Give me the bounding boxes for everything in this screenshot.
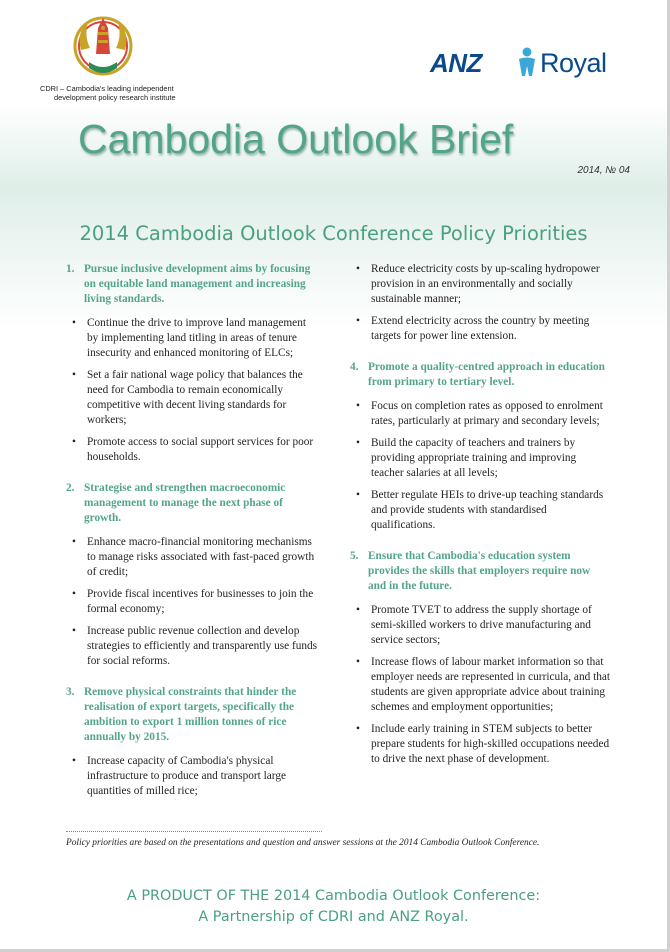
list-item-text: Promote access to social support services for poor households. (87, 436, 314, 463)
list-item-text: Include early training in STEM subjects to better prepare students for high-skilled occupations needed to drive the next phase of development. (371, 723, 610, 765)
list-item-text: Promote TVET to address the supply shortage of semi-skilled workers to drive manufacturing and service sectors; (371, 604, 592, 646)
list-item-text: Focus on completion rates as opposed to enrolment rates, particularly at primary and secondary levels; (371, 400, 603, 427)
priority-heading (350, 360, 610, 390)
anz-royal-logo (430, 44, 635, 86)
list-item (350, 262, 610, 307)
list-item (66, 624, 320, 669)
footnote: Policy priorities are based on the presentations and question and answer sessions at the 2014 Cambodia Outlook Conference. (66, 838, 540, 848)
cdri-emblem-icon (72, 10, 134, 82)
bullet-list (66, 535, 320, 669)
left-column (66, 262, 320, 815)
list-item-text: Increase flows of labour market information so that employer needs are represented in curricula, and that students are given appropriate advice about training schemes and employment opportunities; (371, 656, 611, 713)
cdri-tagline-line1: CDRI – Cambodia's leading independent (40, 84, 174, 93)
right-column (350, 262, 610, 783)
bullet-icon: • (72, 625, 76, 637)
bullet-icon: • (72, 317, 76, 329)
list-item (66, 535, 320, 580)
bullet-icon: • (356, 604, 360, 616)
product-footer-line1: A PRODUCT OF THE 2014 Cambodia Outlook Conference: (126, 888, 541, 904)
priority-heading (66, 481, 320, 526)
list-item-text: Provide fiscal incentives for businesses to join the formal economy; (87, 588, 314, 615)
priority-heading-text: Promote a quality-centred approach in education from primary to tertiary level. (368, 361, 605, 388)
bullet-list (66, 316, 320, 465)
priority-number: 5. (350, 550, 359, 562)
bullet-icon: • (72, 588, 76, 600)
bullet-icon: • (356, 656, 360, 668)
anz-logo-royal: Royal (540, 48, 607, 78)
list-item (350, 399, 610, 429)
list-item (350, 655, 610, 715)
product-footer-line2: A Partnership of CDRI and ANZ Royal. (198, 909, 469, 925)
priority-number: 1. (66, 263, 75, 275)
bullet-icon: • (72, 755, 76, 767)
list-item-text: Set a fair national wage policy that balances the need for Cambodia to remain economically competitive with decent living standards for workers; (87, 369, 303, 426)
priority-number: 3. (66, 686, 75, 698)
list-item-text: Build the capacity of teachers and trainers by providing appropriate training and improving teacher salaries at all levels; (371, 437, 577, 479)
list-item (66, 587, 320, 617)
list-item (350, 436, 610, 481)
page-title: Cambodia Outlook Brief (78, 116, 514, 162)
cdri-tagline-line2: development policy research institute (54, 93, 176, 102)
priority-section-1 (66, 262, 320, 465)
bullet-icon: • (356, 400, 360, 412)
list-item (350, 314, 610, 344)
anz-logo-word: ANZ (430, 48, 482, 78)
priority-heading-text: Strategise and strengthen macroeconomic management to manage the next phase of growth. (84, 482, 286, 524)
priority-heading (350, 549, 610, 594)
bullet-list (350, 399, 610, 533)
priority-number: 2. (66, 482, 75, 494)
list-item (350, 722, 610, 767)
bullet-icon: • (356, 437, 360, 449)
bullet-icon: • (356, 263, 360, 275)
priority-section-2 (66, 481, 320, 669)
list-item-text: Increase capacity of Cambodia's physical infrastructure to produce and transport large quantities of milled rice; (87, 755, 286, 797)
priority-heading-text: Remove physical constraints that hinder the realisation of export targets, specifically the ambition to export 1 million tonnes of rice annually by 2015. (84, 686, 297, 743)
bullet-list (66, 754, 320, 799)
anz-figure-icon (516, 46, 538, 78)
cdri-tagline (40, 84, 210, 102)
list-item (66, 368, 320, 428)
priority-section-3 (66, 685, 320, 799)
list-item (66, 754, 320, 799)
priority-number: 4. (350, 361, 359, 373)
priority-heading (66, 262, 320, 307)
list-item (66, 316, 320, 361)
product-footer (0, 886, 667, 928)
priority-section-5 (350, 549, 610, 767)
footnote-divider (66, 831, 322, 832)
issue-number: 2014, № 04 (577, 165, 630, 176)
list-item-text: Better regulate HEIs to drive-up teaching standards and provide students with standardised qualifications. (371, 489, 604, 531)
priority-heading (66, 685, 320, 745)
bullet-icon: • (72, 369, 76, 381)
list-item (66, 435, 320, 465)
bullet-list (350, 603, 610, 767)
bullet-icon: • (356, 723, 360, 735)
section-subtitle: 2014 Cambodia Outlook Conference Policy Priorities (79, 222, 588, 245)
list-item-text: Enhance macro-financial monitoring mechanisms to manage risks associated with fast-paced growth of credit; (87, 536, 315, 578)
priority-heading-text: Pursue inclusive development aims by focusing on equitable land management and increasing living standards. (84, 263, 311, 305)
list-item-text: Continue the drive to improve land management by implementing land titling in areas of tenure insecurity and enhanced monitoring of ELCs; (87, 317, 306, 359)
priority-heading-text: Ensure that Cambodia's education system provides the skills that employers require now and in the future. (368, 550, 591, 592)
list-item (350, 488, 610, 533)
priority-section-4 (350, 360, 610, 533)
bullet-icon: • (356, 315, 360, 327)
list-item-text: Reduce electricity costs by up-scaling hydropower provision in an environmentally and socially sustainable manner; (371, 263, 600, 305)
priority-section-3-continued (350, 262, 610, 344)
bullet-icon: • (72, 536, 76, 548)
bullet-icon: • (72, 436, 76, 448)
bullet-list (350, 262, 610, 344)
list-item (350, 603, 610, 648)
list-item-text: Extend electricity across the country by meeting targets for power line extension. (371, 315, 590, 342)
list-item-text: Increase public revenue collection and develop strategies to efficiently and transparently use funds for social reforms. (87, 625, 318, 667)
bullet-icon: • (356, 489, 360, 501)
